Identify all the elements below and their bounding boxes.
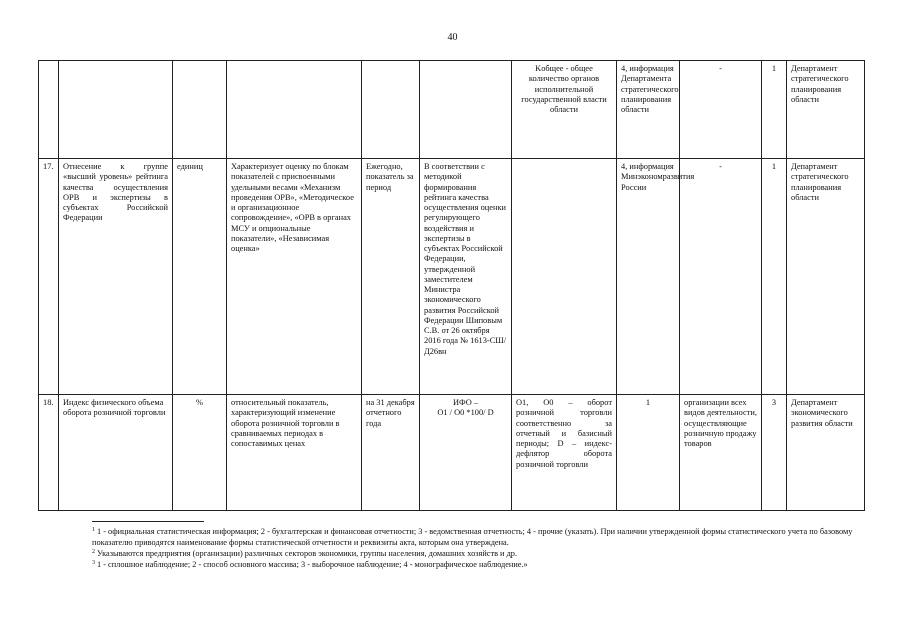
unit-cell: единиц — [173, 159, 227, 395]
calc-method-cell — [420, 61, 512, 159]
responsible-cell: Департамент стратегического планирования области — [787, 61, 865, 159]
footnote-separator — [92, 521, 204, 522]
footnote-text: 1 - сплошное наблюдение; 2 - способ основного массива; 3 - выборочное наблюдение; 4 - монографическое наблюдение.» — [97, 559, 528, 569]
footnote-3 — [92, 560, 862, 571]
footnotes — [92, 527, 862, 571]
observation-unit-cell: - — [680, 61, 762, 159]
responsible-cell: Департамент экономического развития области — [787, 395, 865, 511]
indicator-name-cell — [59, 61, 173, 159]
observation-unit-cell: - — [680, 159, 762, 395]
calc-method-cell — [420, 395, 512, 511]
table-row — [39, 61, 865, 159]
basic-indicators-cell — [512, 159, 617, 395]
collection-method-cell: 1 — [762, 61, 787, 159]
formula-line-1: ИФО – — [452, 398, 479, 407]
indicator-name-cell: Индекс физического объема оборота розничной торговли — [59, 395, 173, 511]
frequency-cell — [362, 61, 420, 159]
observation-unit-cell: организации всех видов деятельности, осуществляющие розничную продажу товаров — [680, 395, 762, 511]
description-cell: относительный показатель, характеризующий изменение оборота розничной торговли в сравниваемых периодах в сопоставимых ценах — [227, 395, 362, 511]
row-number-cell: 17. — [39, 159, 59, 395]
unit-cell: % — [173, 395, 227, 511]
collection-method-cell: 3 — [762, 395, 787, 511]
footnote-1 — [92, 527, 862, 549]
data-source-cell: 1 — [617, 395, 680, 511]
description-cell — [227, 61, 362, 159]
responsible-cell: Департамент стратегического планирования области — [787, 159, 865, 395]
indicator-name-cell: Отнесение к группе «высший уровень» рейтинга качества осуществления ОРВ и экспертизы в субъектах Российской Федерации — [59, 159, 173, 395]
footnote-text: Указываются предприятия (организации) различных секторов экономики, группы населения, домашних хозяйств и др. — [97, 548, 518, 558]
footnote-mark: 2 — [92, 548, 95, 555]
row-number-cell — [39, 61, 59, 159]
calc-method-cell: В соответствии с методикой формирования рейтинга качества осуществления оценки регулирующего воздействия и экспертизы в субъектах Российской Федерации, утвержденной заместителем Министра экономического развития Российской Федерации Шиповым С.В. от 26 октября 2016 года № 1613-СШ/Д26вн — [420, 159, 512, 395]
basic-indicators-cell: Kобщее - общее количество органов исполнительной государственной власти области — [512, 61, 617, 159]
frequency-cell: на 31 декабря отчетного года — [362, 395, 420, 511]
table-row — [39, 395, 865, 511]
footnote-mark: 3 — [92, 559, 95, 566]
footnote-2 — [92, 549, 862, 560]
description-cell: Характеризует оценку по блокам показателей с присвоенными удельными весами «Механизм проведения ОРВ», «Методическое и организационное сопровождение», «ОРВ в органах МСУ и опциональные показатели», «Независимая оценка» — [227, 159, 362, 395]
collection-method-cell: 1 — [762, 159, 787, 395]
formula-line-2: О1 / О0 *100/ D — [437, 408, 494, 418]
page-number: 40 — [447, 32, 458, 43]
data-source-cell: 4, информация Департамента стратегического планирования области — [617, 61, 680, 159]
basic-indicators-cell: О1, О0 – оборот розничной торговли соответственно за отчетный и базисный периоды; D – индекс-дефлятор оборота розничной торговли — [512, 395, 617, 511]
indicators-table — [38, 60, 865, 511]
footnote-mark: 1 — [92, 527, 95, 533]
table-row — [39, 159, 865, 395]
data-source-cell: 4, информация Минэкономразвития России — [617, 159, 680, 395]
row-number-cell: 18. — [39, 395, 59, 511]
unit-cell — [173, 61, 227, 159]
footnote-text: 1 - официальная статистическая информация; 2 - бухгалтерская и финансовая отчетности; 3 - ведомственная отчетность; 4 - прочие (указать). При наличии утвержденной формы статистического учета по базовому показателю приводятся наименование формы статистической отчетности и реквизиты акта, которым она утверждена. — [92, 527, 853, 547]
frequency-cell: Ежегодно, показатель за период — [362, 159, 420, 395]
